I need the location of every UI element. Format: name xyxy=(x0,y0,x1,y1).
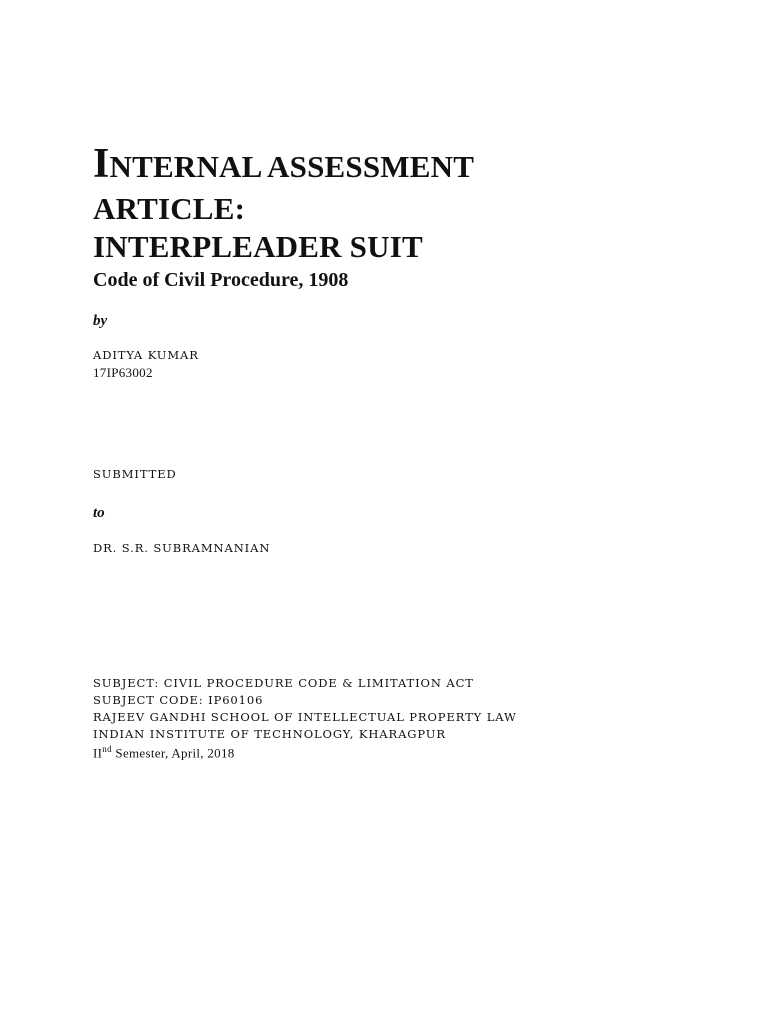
title-line-1 xyxy=(93,143,474,185)
title-initial: I xyxy=(93,141,110,187)
school-line: RAJEEV GANDHI SCHOOL OF INTELLECTUAL PROPERTY LAW xyxy=(93,710,517,724)
semester-superscript: nd xyxy=(102,744,112,754)
recipient-name: DR. S.R. SUBRAMNANIAN xyxy=(93,541,271,555)
by-label: by xyxy=(93,313,108,329)
author-roll-number: 17IP63002 xyxy=(93,365,153,380)
semester-rest: Semester, April, 2018 xyxy=(111,745,235,761)
subject-line: SUBJECT: CIVIL PROCEDURE CODE & LIMITATION ACT xyxy=(93,676,474,690)
author-name: ADITYA KUMAR xyxy=(93,348,199,362)
institute-line: INDIAN INSTITUTE OF TECHNOLOGY, KHARAGPUR xyxy=(93,727,446,741)
to-label: to xyxy=(93,505,105,521)
submitted-label: SUBMITTED xyxy=(93,467,177,481)
title-line-3: INTERPLEADER SUIT xyxy=(93,229,423,264)
semester-roman: II xyxy=(93,745,103,761)
title-line-2: ARTICLE: xyxy=(93,191,246,226)
subject-code-line: SUBJECT CODE: IP60106 xyxy=(93,693,264,707)
semester-line xyxy=(93,745,235,759)
subtitle: Code of Civil Procedure, 1908 xyxy=(93,269,349,291)
title-line-1-rest: NTERNAL ASSESSMENT xyxy=(109,149,475,184)
